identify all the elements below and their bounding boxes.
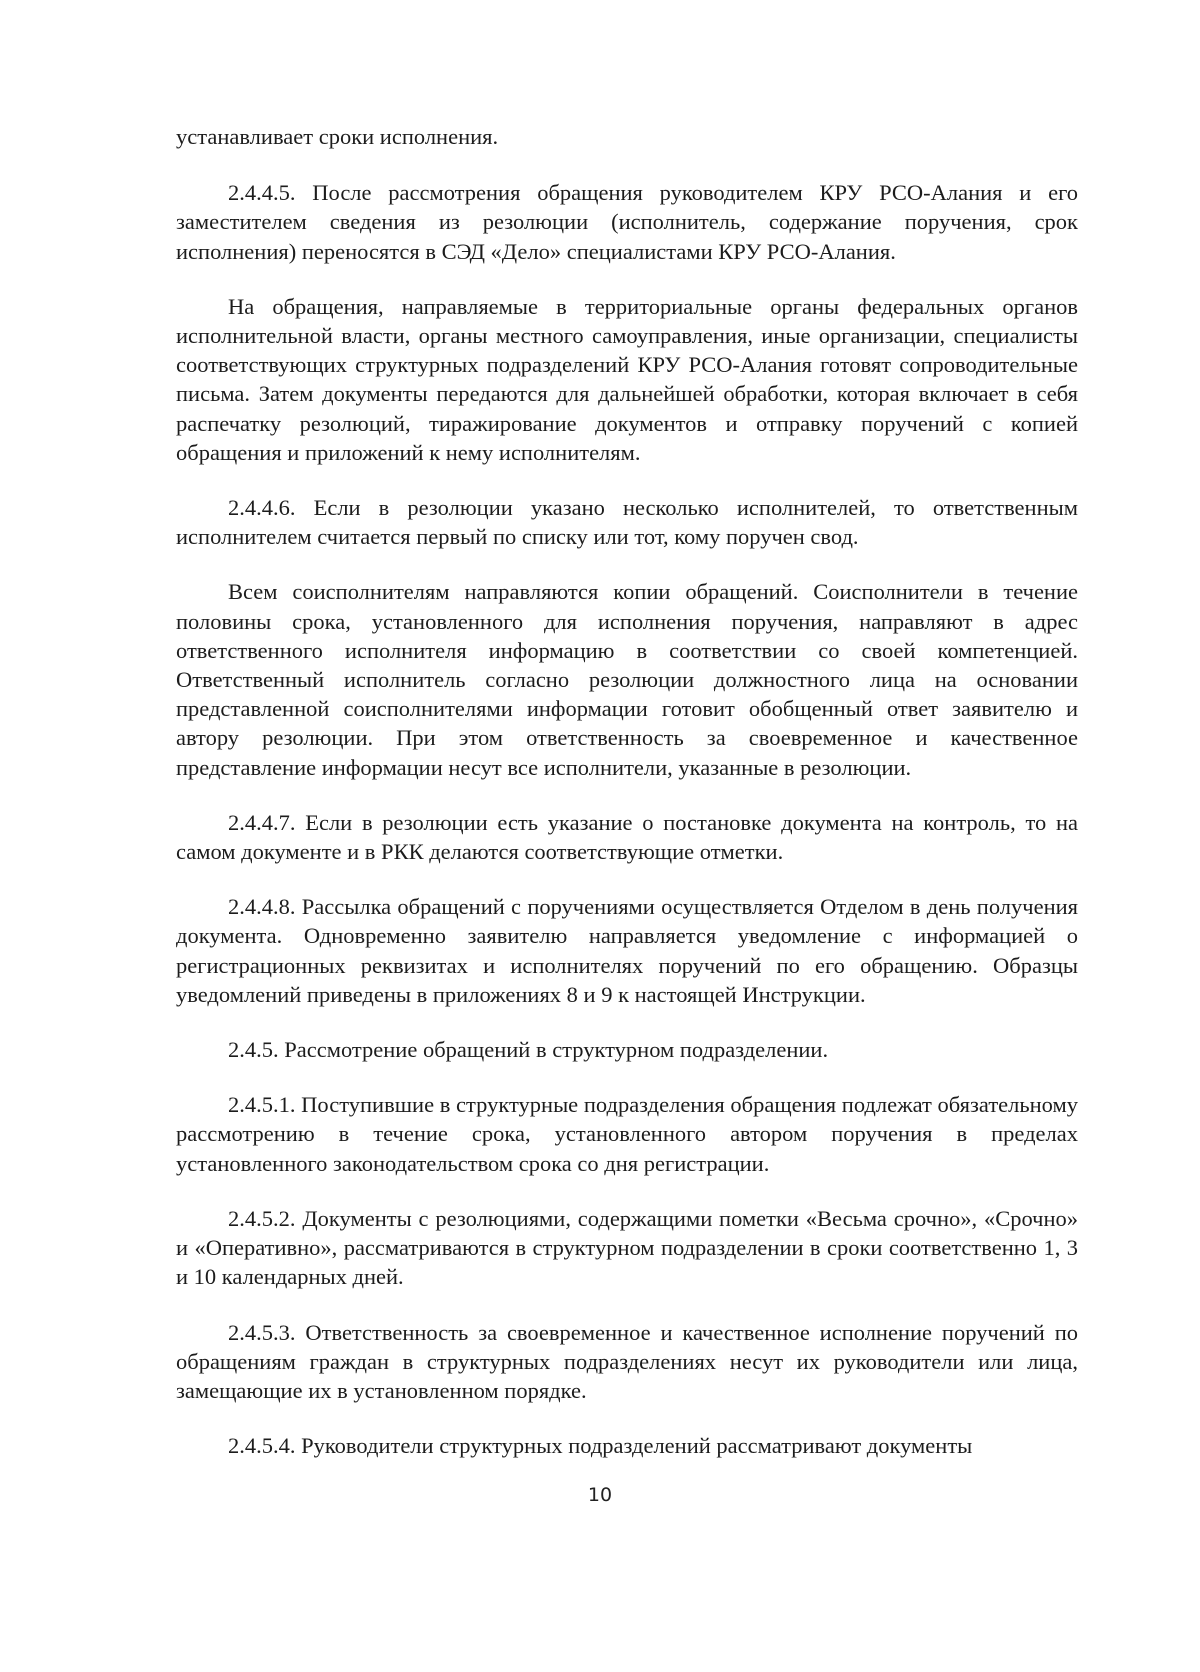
paragraph-2-4-5-1: 2.4.5.1. Поступившие в структурные подразделения обращения подлежат обязательному рассмотрению в течение срока, установленного автором поручения в пределах установленного законодательством срока со дня регистрации. <box>176 1092 1078 1176</box>
paragraph-2-4-4-5: 2.4.4.5. После рассмотрения обращения руководителем КРУ РСО-Алания и его заместителем сведения из резолюции (исполнитель, содержание поручения, срок исполнения) переносятся в СЭД «Дело» специалистами КРУ РСО-Алания. <box>176 180 1078 264</box>
paragraph-2-4-5-2: 2.4.5.2. Документы с резолюциями, содержащими пометки «Весьма срочно», «Срочно» и «Оперативно», рассматриваются в структурном подразделении в сроки соответственно 1, 3 и 10 календарных дней. <box>176 1205 1078 1290</box>
paragraph-2-4-4-8: 2.4.4.8. Рассылка обращений с поручениями осуществляется Отделом в день получения документа. Одновременно заявителю направляется уведомление с информацией о регистрационных реквизитах и исполнителях поручений по его обращению. Образцы уведомлений приведены в приложениях 8 и 9 к настоящей Инструкции. <box>176 894 1078 1007</box>
paragraph-2-4-4-7: 2.4.4.7. Если в резолюции есть указание о постановке документа на контроль, то на самом документе и в РКК делаются соответствующие отметки. <box>176 809 1078 865</box>
paragraph-co-executors: Всем соисполнителям направляются копии обращений. Соисполнители в течение половины срока, установленного для исполнения поручения, направляют в адрес ответственного исполнителя информацию в соответствии со своей компетенцией. Ответственный исполнитель согласно резолюции должностного лица на основании представленной соисполнителями информации готовит обобщенный ответ заявителю и автору резолюции. При этом ответственность за своевременное и качественное представление информации несут все исполнители, указанные в резолюции. <box>176 579 1078 780</box>
paragraph-cover-letters: На обращения, направляемые в территориальные органы федеральных органов исполнительной власти, органы местного самоуправления, иные организации, специалисты соответствующих структурных подразделений КРУ РСО-Алания готовят сопроводительные письма. Затем документы передаются для дальнейшей обработки, которая включает в себя распечатку резолюций, тиражирование документов и отправку поручений с копией обращения и приложений к нему исполнителям. <box>176 293 1078 465</box>
paragraph-2-4-5-3: 2.4.5.3. Ответственность за своевременное и качественное исполнение поручений по обращениям граждан в структурных подразделениях несут их руководители или лица, замещающие их в установленном порядке. <box>176 1319 1078 1403</box>
document-body <box>176 122 1078 1486</box>
paragraph-continuation: устанавливает сроки исполнения. <box>176 124 499 149</box>
page-number: 10 <box>587 1484 613 1506</box>
paragraph-2-4-4-6: 2.4.4.6. Если в резолюции указано несколько исполнителей, то ответственным исполнителем считается первый по списку или тот, кому поручен свод. <box>176 495 1078 550</box>
paragraph-2-4-5-4: 2.4.5.4. Руководители структурных подразделений рассматривают документы <box>228 1433 973 1459</box>
paragraph-2-4-5: 2.4.5. Рассмотрение обращений в структурном подразделении. <box>228 1037 829 1063</box>
